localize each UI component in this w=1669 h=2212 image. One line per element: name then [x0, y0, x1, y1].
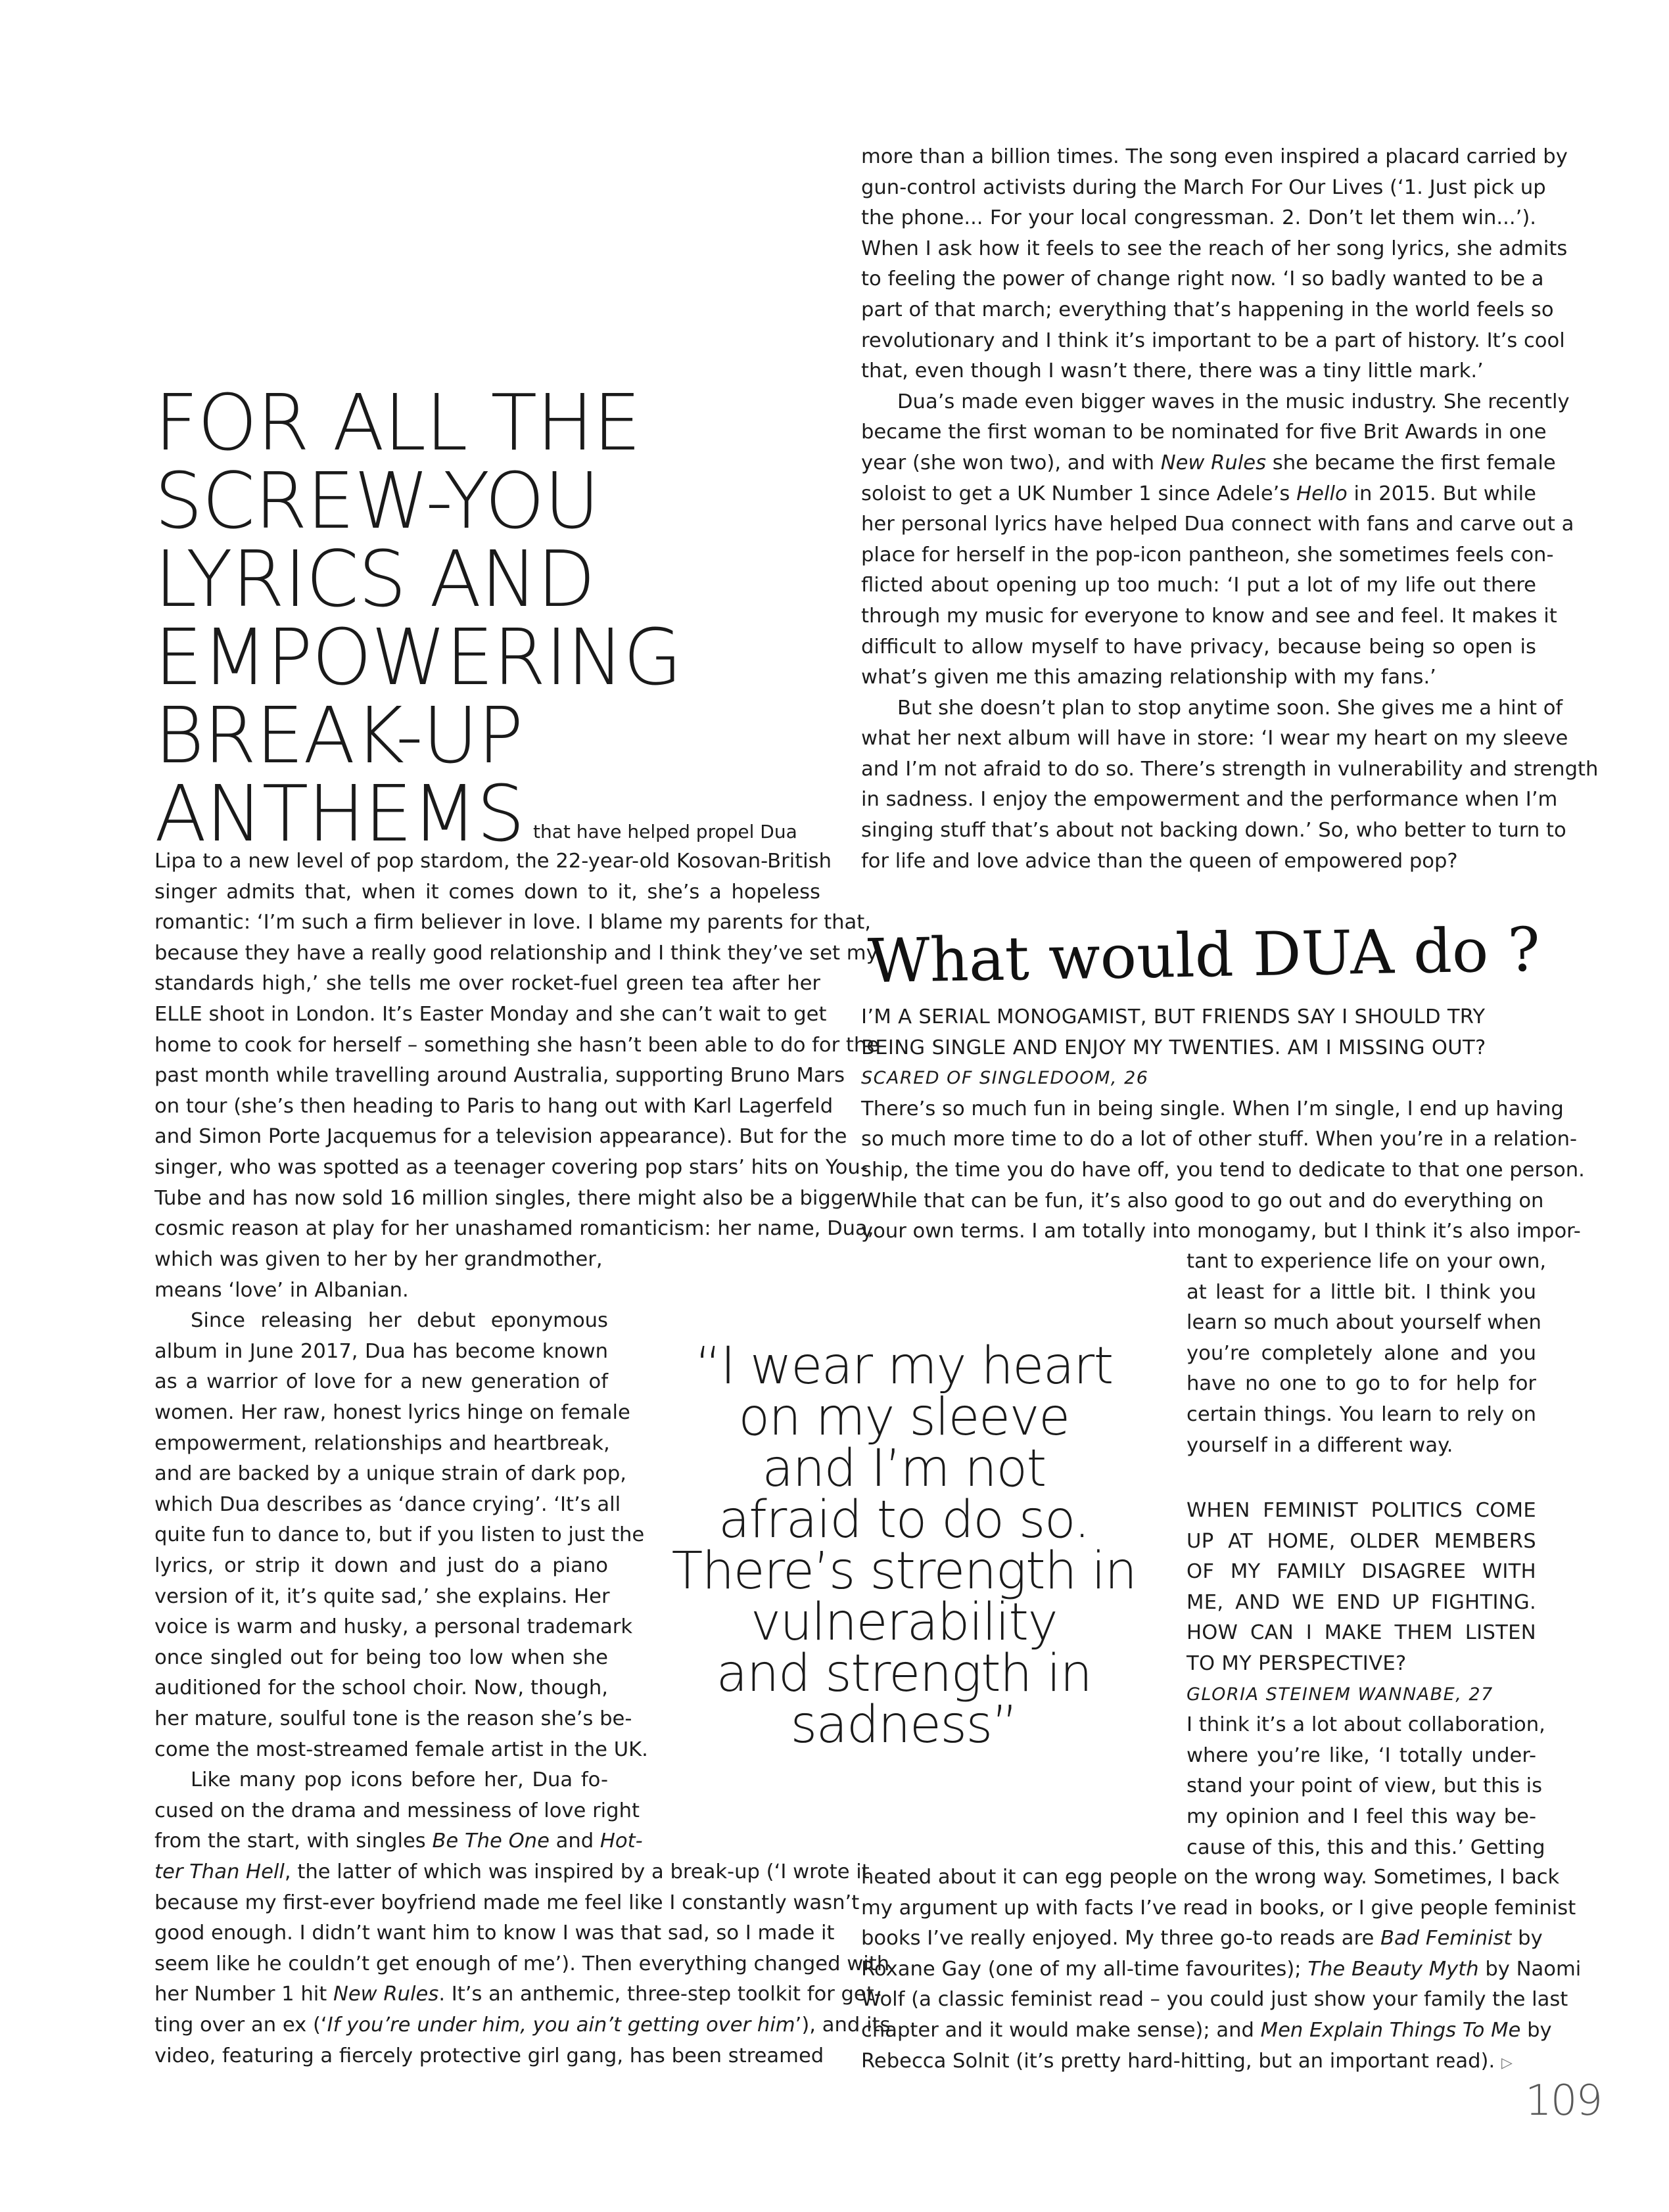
- answer-line: my argument up with facts I’ve read in books, or I give people feminist: [861, 1896, 1576, 1920]
- headline-line: BREAK-UP: [154, 690, 523, 781]
- answer-line: where you’re like, ‘I totally under-: [1187, 1743, 1536, 1767]
- body-line: [154, 1979, 882, 2010]
- answer-line: your own terms. I am totally into monogamy, but I think it’s also impor-: [861, 1220, 1581, 1243]
- answer-line: [861, 1924, 1543, 1954]
- body-line: cused on the drama and messiness of love right: [154, 1799, 640, 1822]
- body-text: her Number 1 hit: [154, 1983, 333, 2006]
- answer-line: cause of this, this and this.’ Getting: [1187, 1835, 1545, 1859]
- question-line: WHEN FEMINIST POLITICS COME: [1187, 1499, 1536, 1522]
- body-line: through my music for everyone to know and see and feel. It makes it: [861, 604, 1557, 628]
- body-line: Dua’s made even bigger waves in the music industry. She recently: [897, 390, 1570, 413]
- answer-line: heated about it can egg people on the wrong way. Sometimes, I back: [861, 1866, 1560, 1889]
- body-line: Since releasing her debut eponymous: [191, 1309, 608, 1333]
- headline-line: ANTHEMS: [154, 768, 525, 859]
- body-line: When I ask how it feels to see the reach of her song lyrics, she admits: [861, 237, 1568, 260]
- body-line: quite fun to dance to, but if you listen to just the: [154, 1523, 645, 1547]
- body-line: home to cook for herself – something she hasn’t been able to do for the: [154, 1033, 880, 1057]
- book-title: Bad Feminist: [1380, 1927, 1512, 1950]
- body-line: singer admits that, when it comes down to it, she’s a hopeless: [154, 880, 820, 904]
- pull-quote-line: and strength in: [716, 1644, 1092, 1703]
- answer-2-wide: [861, 1862, 1582, 2079]
- body-line: cosmic reason at play for her unashamed romanticism: her name, Dua,: [154, 1217, 874, 1241]
- body-line: But she doesn’t plan to stop anytime soon. She gives me a hint of: [897, 696, 1563, 720]
- pull-quote-line: vulnerability: [750, 1593, 1058, 1652]
- lyric-quote: If you’re under him, you ain’t getting over him: [327, 2013, 795, 2037]
- body-line: Like many pop icons before her, Dua fo-: [191, 1768, 608, 1792]
- body-line: and Simon Porte Jacquemus for a television appearance). But for the: [154, 1125, 847, 1149]
- body-line: means ‘love’ in Albanian.: [154, 1278, 409, 1302]
- song-title: New Rules: [1160, 451, 1267, 474]
- answer-line: certain things. You learn to rely on: [1187, 1402, 1536, 1426]
- body-line: [154, 1826, 643, 1857]
- body-line: ELLE shoot in London. It’s Easter Monday and she can’t wait to get: [154, 1002, 827, 1026]
- question-line: UP AT HOME, OLDER MEMBERS: [1187, 1529, 1536, 1553]
- question-signature: GLORIA STEINEM WANNABE, 27: [1187, 1684, 1493, 1705]
- pull-quote-line: “I wear my heart: [695, 1337, 1113, 1396]
- body-line: [154, 1857, 870, 1888]
- answer-line: tant to experience life on your own,: [1187, 1250, 1547, 1273]
- answer-line: my opinion and I feel this way be-: [1187, 1805, 1536, 1828]
- body-text: Rebecca Solnit (it’s pretty hard-hitting, but an important read).: [861, 2049, 1495, 2073]
- question-line: BEING SINGLE AND ENJOY MY TWENTIES. AM I MISSING OUT?: [861, 1036, 1486, 1059]
- body-line: singing stuff that’s about not backing down.’ So, who better to turn to: [861, 819, 1566, 842]
- body-line: standards high,’ she tells me over rocket-fuel green tea after her: [154, 972, 820, 996]
- body-text: books I’ve really enjoyed. My three go-to reads are: [861, 1927, 1380, 1950]
- body-line: her mature, soulful tone is the reason she’s be-: [154, 1707, 632, 1730]
- answer-line: stand your point of view, but this is: [1187, 1774, 1543, 1798]
- body-line: on tour (she’s then heading to Paris to hang out with Karl Lagerfeld: [154, 1094, 834, 1118]
- body-text: Roxane Gay (one of my all-time favourites);: [861, 1957, 1308, 1981]
- body-text: . It’s an anthemic, three-step toolkit for get-: [438, 1983, 882, 2006]
- advice-title: What would DUA do ?: [867, 914, 1541, 997]
- body-text: and: [549, 1830, 600, 1853]
- left-body-narrow: [154, 1245, 648, 1857]
- body-text: she became the first female: [1266, 451, 1556, 474]
- body-line: gun-control activists during the March For Our Lives (‘1. Just pick up: [861, 175, 1546, 199]
- answer-line: [861, 1954, 1582, 1985]
- question-line: ME, AND WE END UP FIGHTING.: [1187, 1590, 1536, 1614]
- left-body-bottom: [154, 1857, 891, 2071]
- answer-line: you’re completely alone and you: [1187, 1341, 1536, 1365]
- question-line: I’M A SERIAL MONOGAMIST, BUT FRIENDS SAY I SHOULD TRY: [861, 1005, 1486, 1028]
- body-line: auditioned for the school choir. Now, though,: [154, 1676, 608, 1700]
- answer-line: so much more time to do a lot of other stuff. When you’re in a relation-: [861, 1128, 1578, 1151]
- headline-line: FOR ALL THE: [154, 377, 641, 468]
- answer-1-narrow: [1187, 1247, 1547, 1461]
- body-line: seem like he couldn’t get enough of me’). Then everything changed with: [154, 1952, 890, 1975]
- answer-line: While that can be fun, it’s also good to go out and do everything on: [861, 1189, 1544, 1212]
- answer-line: yourself in a different way.: [1187, 1433, 1453, 1457]
- body-line: Lipa to a new level of pop stardom, the 22-year-old Kosovan-British: [154, 850, 832, 873]
- answer-line: Wolf (a classic feminist read – you could just show your family the last: [861, 1988, 1568, 2012]
- question-line: TO MY PERSPECTIVE?: [1187, 1651, 1407, 1675]
- body-line: her personal lyrics have helped Dua connect with fans and carve out a: [861, 513, 1574, 536]
- book-title: Men Explain Things To Me: [1260, 2018, 1521, 2042]
- body-line: more than a billion times. The song even inspired a placard carried by: [861, 145, 1568, 168]
- headline-line: SCREW-YOU: [154, 455, 599, 546]
- body-line: Tube and has now sold 16 million singles, there might also be a bigger: [154, 1186, 864, 1210]
- body-line: video, featuring a fiercely protective girl gang, has been streamed: [154, 2044, 824, 2067]
- body-line: good enough. I didn’t want him to know I was that sad, so I made it: [154, 1922, 835, 1945]
- body-line: singer, who was spotted as a teenager covering pop stars’ hits on You-: [154, 1155, 868, 1179]
- body-line: women. Her raw, honest lyrics hinge on female: [154, 1400, 630, 1424]
- body-line: and are backed by a unique strain of dark pop,: [154, 1462, 626, 1486]
- answer-line: at least for a little bit. I think you: [1187, 1280, 1536, 1304]
- answer-line: learn so much about yourself when: [1187, 1311, 1541, 1335]
- body-line: once singled out for being too low when she: [154, 1646, 608, 1669]
- body-text: ting over an ex (‘: [154, 2013, 327, 2037]
- body-text: , the latter of which was inspired by a break-up (‘I wrote it: [284, 1860, 870, 1883]
- question-line: OF MY FAMILY DISAGREE WITH: [1187, 1560, 1536, 1584]
- answer-line: [861, 2046, 1536, 2079]
- body-line: and I’m not afraid to do so. There’s strength in vulnerability and strength: [861, 757, 1599, 781]
- body-text: chapter and it would make sense); and: [861, 2018, 1261, 2042]
- answer-line: ship, the time you do have off, you tend to dedicate to that one person.: [861, 1158, 1585, 1182]
- lead-in-text: that have helped propel Dua: [533, 821, 797, 842]
- question-signature: SCARED OF SINGLEDOOM, 26: [861, 1068, 1149, 1089]
- body-text: ’), and its: [795, 2013, 891, 2037]
- body-line: part of that march; everything that’s happening in the world feels so: [861, 298, 1554, 321]
- body-line: became the first woman to be nominated for five Brit Awards in one: [861, 421, 1547, 444]
- pull-quote-line: sadness”: [790, 1695, 1018, 1755]
- body-text: year (she won two), and with: [861, 451, 1161, 474]
- body-line: version of it, it’s quite sad,’ she explains. Her: [154, 1584, 610, 1608]
- headline-line: EMPOWERING: [154, 612, 682, 703]
- single-title: Be The One: [432, 1830, 550, 1853]
- body-text: in 2015. But while: [1347, 482, 1536, 505]
- pull-quote-line: afraid to do so.: [718, 1490, 1089, 1550]
- single-title: ter Than Hell: [154, 1860, 285, 1883]
- body-line: revolutionary and I think it’s important to be a part of history. It’s cool: [861, 329, 1565, 352]
- body-line: which Dua describes as ‘dance crying’. ‘It’s all: [154, 1492, 621, 1516]
- body-line: because they have a really good relationship and I think they’ve set my: [154, 941, 878, 965]
- body-line: in sadness. I enjoy the empowerment and the performance when I’m: [861, 788, 1558, 812]
- body-line: because my first-ever boyfriend made me feel like I constantly wasn’t: [154, 1891, 860, 1914]
- body-line: romantic: ‘I’m such a firm believer in love. I blame my parents for that,: [154, 911, 871, 934]
- body-text: by Naomi: [1478, 1957, 1582, 1981]
- body-line: past month while travelling around Australia, supporting Bruno Mars: [154, 1064, 845, 1088]
- pull-quote-line: and I’m not: [762, 1439, 1046, 1498]
- body-line: what her next album will have in store: ‘I wear my heart on my sleeve: [861, 727, 1568, 750]
- body-line: that, even though I wasn’t there, there was a tiny little mark.’: [861, 359, 1484, 383]
- pull-quote: [657, 1337, 1150, 1755]
- body-line: difficult to allow myself to have privacy, because being so open is: [861, 635, 1536, 658]
- body-line: the phone... For your local congressman. 2. Don’t let them win...’).: [861, 206, 1536, 230]
- body-line: album in June 2017, Dua has become known: [154, 1339, 608, 1363]
- page-number: 109: [1525, 2077, 1602, 2125]
- body-line: what’s given me this amazing relationship with my fans.’: [861, 666, 1436, 689]
- body-text: by: [1520, 2018, 1552, 2042]
- body-line: come the most-streamed female artist in the UK.: [154, 1738, 648, 1761]
- body-line: as a warrior of love for a new generation of: [154, 1370, 608, 1394]
- body-line: lyrics, or strip it down and just do a piano: [154, 1554, 608, 1577]
- pull-quote-line: on my sleeve: [738, 1388, 1070, 1447]
- single-title: Hot-: [599, 1830, 643, 1853]
- body-line: [861, 479, 1536, 510]
- right-body: [861, 142, 1599, 877]
- body-text: soloist to get a UK Number 1 since Adele’s: [861, 482, 1297, 505]
- body-line: to feeling the power of change right now. ‘I so badly wanted to be a: [861, 267, 1544, 291]
- body-line: place for herself in the pop-icon pantheon, she sometimes feels con-: [861, 543, 1554, 566]
- question-2: [1187, 1496, 1545, 1863]
- body-text: from the start, with singles: [154, 1830, 433, 1853]
- body-line: [154, 2010, 891, 2041]
- answer-line: have no one to go to for help for: [1187, 1372, 1536, 1396]
- book-title: The Beauty Myth: [1307, 1957, 1479, 1981]
- answer-line: [861, 2016, 1552, 2046]
- answer-line: There’s so much fun in being single. When I’m single, I end up having: [861, 1097, 1564, 1120]
- end-mark-icon: ▷: [1501, 2054, 1513, 2071]
- song-title: New Rules: [333, 1983, 439, 2006]
- question-1: [861, 1002, 1585, 1247]
- body-line: which was given to her by her grandmother,: [154, 1248, 603, 1271]
- song-title: Hello: [1296, 482, 1348, 505]
- body-line: flicted about opening up too much: ‘I put a lot of my life out there: [861, 574, 1536, 597]
- left-body-top: [154, 846, 880, 1245]
- question-line: HOW CAN I MAKE THEM LISTEN: [1187, 1621, 1536, 1645]
- pull-quote-line: There’s strength in: [671, 1542, 1137, 1601]
- body-line: [861, 448, 1556, 479]
- headline: [154, 377, 734, 859]
- headline-line: LYRICS AND: [154, 534, 595, 624]
- answer-line: I think it’s a lot about collaboration,: [1187, 1713, 1545, 1737]
- body-line: for life and love advice than the queen of empowered pop?: [861, 849, 1458, 873]
- body-line: empowerment, relationships and heartbreak,: [154, 1431, 610, 1455]
- body-line: voice is warm and husky, a personal trademark: [154, 1615, 633, 1639]
- body-text: by: [1511, 1927, 1543, 1950]
